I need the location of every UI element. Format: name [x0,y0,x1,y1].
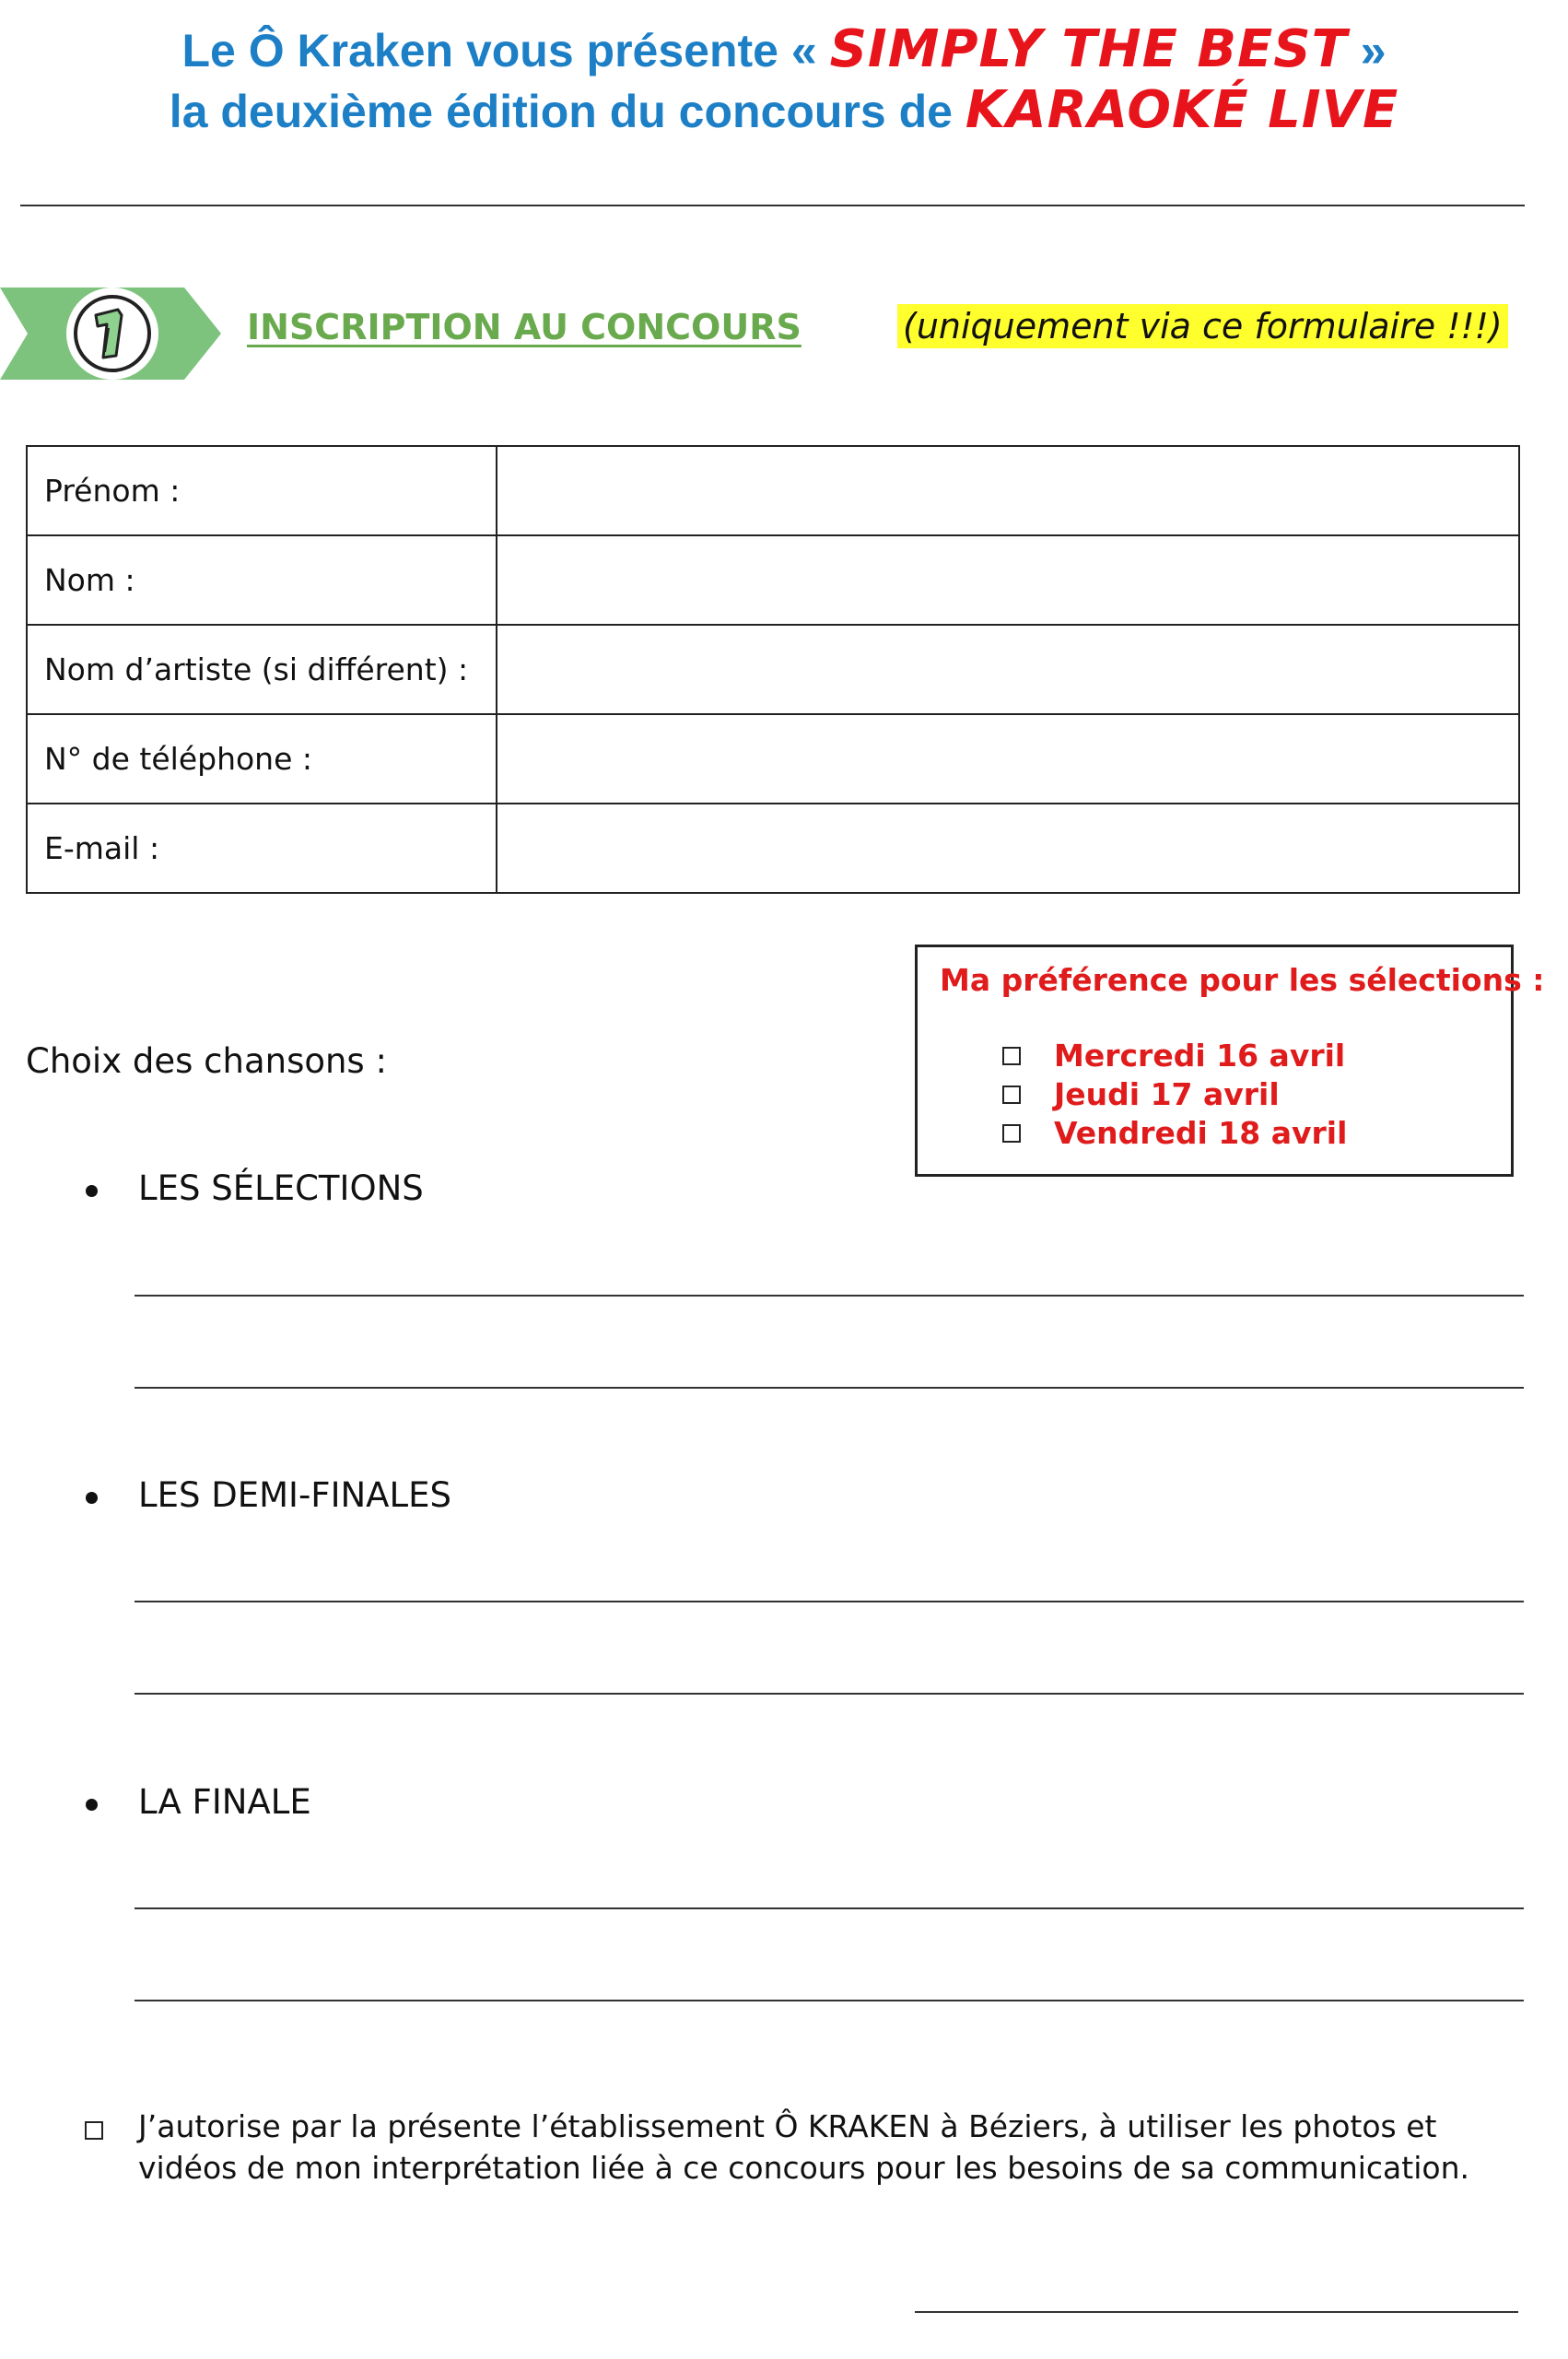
field-input-email[interactable] [497,804,1519,893]
header-divider [20,205,1525,206]
checkbox-mercredi[interactable] [1002,1047,1021,1065]
field-label-nom-artiste: Nom d’artiste (si différent) : [27,625,497,714]
consent-text: J’autorise par la présente l’établissement Ô KRAKEN à Béziers, à utiliser les photos et vidéos de mon interprétation liée à ce concours pour les besoins de sa communication. [138,2108,1469,2186]
answer-line-selections-1[interactable] [135,1295,1524,1297]
bullet-icon [86,1185,98,1197]
preference-option-mercredi[interactable] [1002,1038,1345,1074]
preference-title: Ma préférence pour les sélections : [940,962,1545,998]
signature-line[interactable] [915,2311,1518,2313]
answer-line-finale-2[interactable] [135,2000,1524,2001]
form-row-telephone [27,714,1519,804]
round-demi-finales: LES DEMI-FINALES [138,1475,451,1515]
form-row-email [27,804,1519,893]
preference-option-label: Jeudi 17 avril [1054,1076,1280,1112]
checkbox-vendredi[interactable] [1002,1124,1021,1143]
title-line-1 [0,19,1568,79]
answer-line-demi-finales-1[interactable] [135,1601,1524,1602]
songs-heading: Choix des chansons : [26,1041,387,1081]
field-label-nom: Nom : [27,535,497,625]
checkbox-jeudi[interactable] [1002,1086,1021,1104]
selection-preference-box [915,945,1545,1177]
bullet-icon [86,1799,98,1811]
form-row-nom-artiste [27,625,1519,714]
field-input-telephone[interactable] [497,714,1519,804]
form-row-prenom [27,446,1519,535]
brand-simply-the-best: SIMPLY THE BEST [829,19,1348,79]
preference-option-label: Vendredi 18 avril [1054,1115,1348,1151]
round-finale: LA FINALE [138,1782,311,1822]
title-line-2 [0,80,1568,140]
section-title: INSCRIPTION AU CONCOURS [247,307,802,347]
consent-checkbox[interactable] [85,2121,103,2140]
field-label-prenom: Prénom : [27,446,497,535]
title-line-1-prefix: Le Ô Kraken vous présente « [181,25,830,76]
section-note: (uniquement via ce formulaire !!!) [897,304,1508,348]
brand-karaoke-live: KARAOKÉ LIVE [965,80,1399,140]
bullet-icon [86,1492,98,1504]
preference-option-label: Mercredi 16 avril [1054,1038,1346,1074]
registration-form [26,445,1520,894]
field-input-nom-artiste[interactable] [497,625,1519,714]
title-line-2-prefix: la deuxième édition du concours de [169,86,965,137]
round-selections: LES SÉLECTIONS [138,1168,424,1208]
section-number-badge-icon [0,288,226,380]
answer-line-demi-finales-2[interactable] [135,1693,1524,1695]
preference-option-jeudi[interactable] [1002,1076,1280,1112]
form-row-nom [27,535,1519,625]
preference-option-vendredi[interactable] [1002,1115,1347,1151]
field-label-telephone: N° de téléphone : [27,714,497,804]
field-input-nom[interactable] [497,535,1519,625]
title-line-1-suffix: » [1347,25,1387,76]
answer-line-selections-2[interactable] [135,1387,1524,1389]
field-label-email: E-mail : [27,804,497,893]
field-input-prenom[interactable] [497,446,1519,535]
answer-line-finale-1[interactable] [135,1907,1524,1909]
